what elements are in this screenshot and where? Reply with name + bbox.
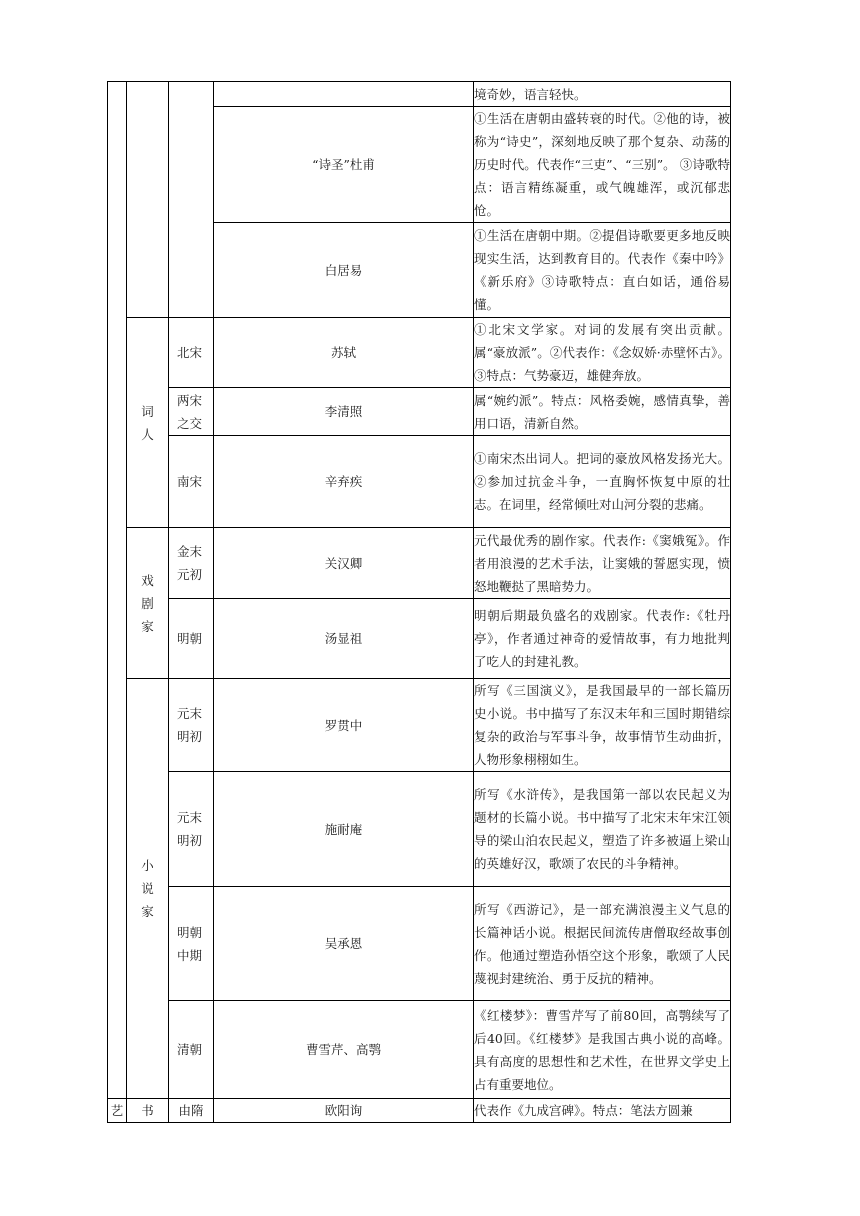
name-cell: 白居易 — [214, 223, 474, 318]
name-cell: 苏轼 — [214, 318, 474, 388]
description-cell: 所写《水浒传》，是我国第一部以农民起义为题材的长篇小说。书中描写了北宋末年宋江领导的梁山泊农民起义，塑造了许多被逼上梁山的英雄好汉，歌颂了农民的斗争精神。 — [474, 772, 731, 887]
table-row — [108, 887, 731, 1001]
era-cell: 明朝 — [169, 599, 214, 679]
table-row — [108, 1001, 731, 1099]
category-cell-calligraphers: 书 — [127, 1099, 169, 1123]
outer-category-cell: 艺 — [108, 1099, 127, 1123]
table-row — [108, 388, 731, 436]
name-cell — [214, 82, 474, 107]
name-cell: 汤显祖 — [214, 599, 474, 679]
literature-table — [107, 81, 731, 1123]
description-cell: 所写《西游记》，是一部充满浪漫主义气息的长篇神话小说。根据民间流传唐僧取经故事创作。他通过塑造孙悟空这个形象，歌颂了人民蔑视封建统治、勇于反抗的精神。 — [474, 887, 731, 1001]
description-cell: 明朝后期最负盛名的戏剧家。代表作:《牡丹亭》，作者通过神奇的爱情故事，有力地批判了吃人的封建礼教。 — [474, 599, 731, 679]
era-cell: 清朝 — [169, 1001, 214, 1099]
table-row — [108, 528, 731, 599]
table-row — [108, 436, 731, 528]
description-cell: 属“婉约派”。特点：风格委婉，感情真挚，善用口语，清新自然。 — [474, 388, 731, 436]
name-cell: “诗圣”杜甫 — [214, 107, 474, 223]
era-cell: 南宋 — [169, 436, 214, 528]
era-cell: 由隋 — [169, 1099, 214, 1123]
name-cell: 李清照 — [214, 388, 474, 436]
table-row — [108, 82, 731, 107]
description-cell: ①南宋杰出词人。把词的豪放风格发扬光大。②参加过抗金斗争，一直胸怀恢复中原的壮志。在词里，经常倾吐对山河分裂的悲痛。 — [474, 436, 731, 528]
table-row — [108, 772, 731, 887]
table-row — [108, 599, 731, 679]
era-cell: 明朝中期 — [169, 887, 214, 1001]
description-cell: 《红楼梦》：曹雪芹写了前80回，高鹗续写了后40回。《红楼梦》是我国古典小说的高峰。具有高度的思想性和艺术性，在世界文学史上占有重要地位。 — [474, 1001, 731, 1099]
category-label: 词人 — [141, 403, 154, 442]
description-cell: 元代最优秀的剧作家。代表作:《窦娥冤》。作者用浪漫的艺术手法，让窦娥的誓愿实现，愤怒地鞭挞了黑暗势力。 — [474, 528, 731, 599]
era-cell — [169, 82, 214, 318]
category-label: 小说家 — [141, 858, 154, 919]
name-cell: 曹雪芹、高鹗 — [214, 1001, 474, 1099]
description-cell: 代表作《九成宫碑》。特点：笔法方圆兼 — [474, 1099, 731, 1123]
category-label: 戏剧家 — [141, 572, 154, 634]
category-cell-poets — [127, 82, 169, 318]
name-cell: 关汉卿 — [214, 528, 474, 599]
table-row — [108, 318, 731, 388]
era-cell: 金末元初 — [169, 528, 214, 599]
era-cell: 北宋 — [169, 318, 214, 388]
name-cell: 罗贯中 — [214, 679, 474, 772]
table-row — [108, 679, 731, 772]
era-cell: 元末明初 — [169, 679, 214, 772]
description-cell: ①北宋文学家。对词的发展有突出贡献。属“豪放派”。②代表作：《念奴娇·赤壁怀古》。③特点：气势豪迈，雄健奔放。 — [474, 318, 731, 388]
table-row — [108, 1099, 731, 1123]
outer-category-cell — [108, 82, 127, 1099]
name-cell: 辛弃疾 — [214, 436, 474, 528]
era-cell: 元末明初 — [169, 772, 214, 887]
era-cell: 两宋之交 — [169, 388, 214, 436]
description-cell: 所写《三国演义》，是我国最早的一部长篇历史小说。书中描写了东汉末年和三国时期错综复杂的政治与军事斗争，故事情节生动曲折，人物形象栩栩如生。 — [474, 679, 731, 772]
description-cell: ①生活在唐朝中期。②提倡诗歌要更多地反映现实生活，达到教育目的。代表作《秦中吟》《新乐府》③诗歌特点：直白如话，通俗易懂。 — [474, 223, 731, 318]
category-cell-novelists — [127, 679, 169, 1099]
description-cell: ①生活在唐朝由盛转衰的时代。②他的诗，被称为“诗史”，深刻地反映了那个复杂、动荡的历史时代。代表作“三吏”、“三别”。 ③诗歌特点：语言精练凝重，或气魄雄浑，或沉郁悲怆。 — [474, 107, 731, 223]
name-cell: 欧阳询 — [214, 1099, 474, 1123]
name-cell: 施耐庵 — [214, 772, 474, 887]
description-cell: 境奇妙，语言轻快。 — [474, 82, 731, 107]
name-cell: 吴承恩 — [214, 887, 474, 1001]
category-cell-ci-poets — [127, 318, 169, 528]
category-cell-dramatists — [127, 528, 169, 679]
